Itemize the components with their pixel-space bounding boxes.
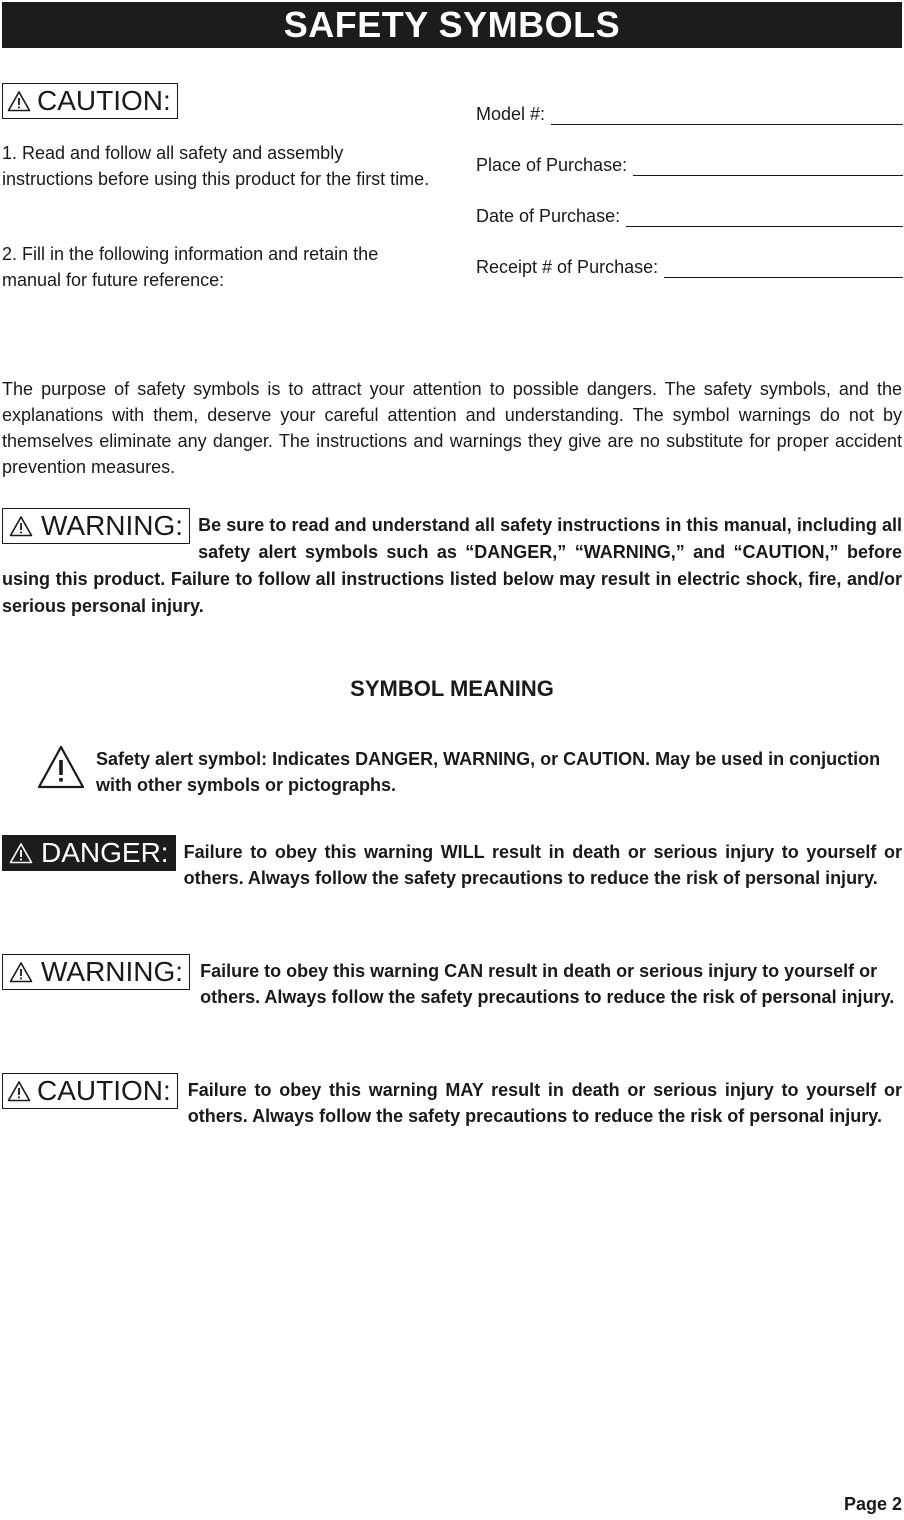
intro-item-2: 2. Fill in the following information and retain the manual for future reference: (2, 244, 379, 290)
warning-label-text: WARNING: (41, 510, 184, 541)
warning-notice (2, 512, 902, 620)
caution-label-text: CAUTION: (37, 85, 171, 116)
warning-triangle-icon (7, 1080, 31, 1102)
caution-definition (2, 1077, 902, 1129)
warning-text: Failure to obey this warning CAN result in death or serious injury to yourself or others. Always follow the safety precautions to reduce the risk of personal injury. (200, 961, 895, 1007)
alert-symbol (36, 744, 86, 795)
purpose-paragraph: The purpose of safety symbols is to attract your attention to possible dangers. The safety symbols, and the explanations with them, deserve your careful attention and understanding. The symbol warnings do not by themselves eliminate any danger. The instructions and warnings they give are no substitute for proper accident prevention measures. (2, 379, 902, 477)
caution-label (2, 1073, 178, 1109)
warning-label-text: WARNING: (41, 956, 184, 987)
page-title: SAFETY SYMBOLS (2, 2, 902, 48)
page-number: Page 2 (843, 1494, 902, 1514)
danger-label-text: DANGER: (41, 837, 169, 868)
warning-triangle-icon (7, 842, 35, 864)
field-line[interactable] (633, 161, 903, 176)
warning-label (2, 508, 190, 544)
place-of-purchase-field[interactable] (476, 154, 903, 176)
caution-label-text: CAUTION: (37, 1075, 171, 1106)
danger-label (2, 835, 176, 871)
field-line[interactable] (626, 212, 903, 227)
field-label: Place of Purchase: (476, 155, 628, 175)
symbol-meaning-heading: SYMBOL MEANING (350, 676, 554, 701)
danger-text: Failure to obey this warning WILL result in death or serious injury to yourself or others. Always follow the safety precautions to reduce the risk of personal injury. (183, 842, 902, 888)
warning-label (2, 954, 190, 990)
field-label: Date of Purchase: (476, 206, 621, 226)
safety-alert-triangle-icon (36, 744, 86, 790)
field-label: Model #: (476, 104, 546, 124)
date-of-purchase-field[interactable] (476, 205, 903, 227)
alert-symbol-description: Safety alert symbol: Indicates DANGER, WARNING, or CAUTION. May be used in conjuction with other symbols or pictographs. (96, 749, 881, 795)
warning-notice-text: Be sure to read and understand all safety instructions in this manual, including all safety alert symbols such as “DANGER,” “WARNING,” and “CAUTION,” before using this product. Failure to follow all instructions listed below may result in electric shock, fire, and/or serious personal injury. (2, 515, 902, 616)
danger-definition (2, 839, 902, 891)
receipt-number-field[interactable] (476, 256, 903, 278)
intro-item-1: 1. Read and follow all safety and assembly instructions before using this product for the first time. (2, 143, 430, 189)
warning-triangle-icon (7, 515, 35, 537)
warning-definition (2, 958, 902, 1010)
field-line[interactable] (551, 110, 903, 125)
warning-triangle-icon (7, 961, 35, 983)
model-number-field[interactable] (476, 103, 903, 125)
warning-triangle-icon (7, 90, 31, 112)
caution-text: Failure to obey this warning MAY result in death or serious injury to yourself or others. Always follow the safety precautions to reduce the risk of personal injury. (187, 1080, 902, 1126)
caution-label-top (2, 83, 178, 119)
field-label: Receipt # of Purchase: (476, 257, 659, 277)
field-line[interactable] (664, 263, 903, 278)
